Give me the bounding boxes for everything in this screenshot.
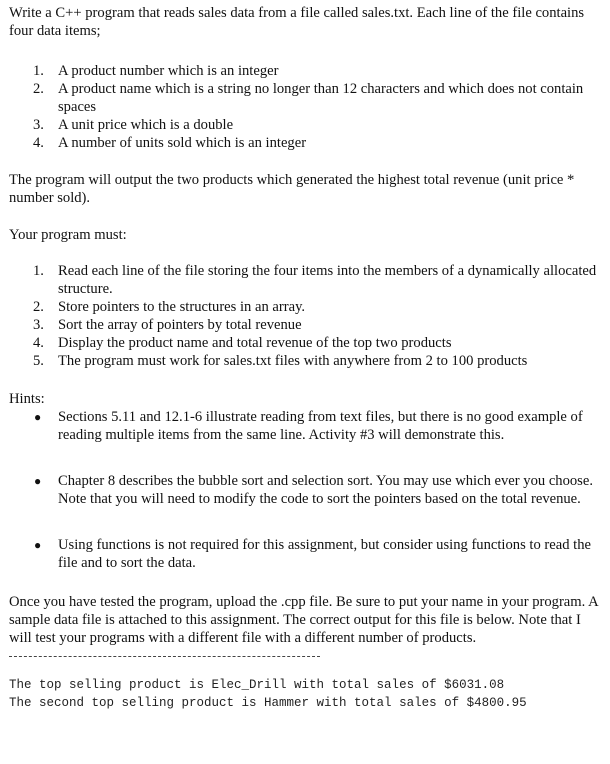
- list-item: [34, 536, 601, 572]
- list-item: [34, 472, 601, 508]
- hint-text: Using functions is not required for this assignment, but consider using functions to read the file and to sort the data.: [58, 537, 591, 571]
- hints-heading: Hints:: [9, 391, 45, 407]
- intro-paragraph: Write a C++ program that reads sales data from a file called sales.txt. Each line of the file contains four data items;: [9, 5, 585, 39]
- closing-paragraph: Once you have tested the program, upload the .cpp file. Be sure to put your name in your program. A sample data file is attached to this assignment. The correct output for this file is below. Note that I will test your programs with a different file with a different number of products.: [9, 594, 598, 646]
- bullet-dot-icon: ●: [34, 474, 42, 488]
- dashed-divider: [9, 656, 320, 657]
- hint-text: Chapter 8 describes the bubble sort and selection sort. You may use which ever you choose. Note that you will need to modify the code to sort the pointers based on the total revenue.: [58, 473, 593, 507]
- list-item: The program must work for sales.txt files with anywhere from 2 to 100 products: [58, 353, 528, 369]
- hint-text: Sections 5.11 and 12.1-6 illustrate reading from text files, but there is no good example of reading multiple items from the same line. Activity #3 will demonstrate this.: [58, 409, 583, 443]
- list-item: A number of units sold which is an integer: [58, 135, 307, 151]
- list-item: Store pointers to the structures in an array.: [58, 299, 306, 315]
- sample-output-line: The second top selling product is Hammer with total sales of $4800.95: [9, 696, 527, 710]
- hints-list: [34, 408, 601, 572]
- sample-output-line: The top selling product is Elec_Drill with total sales of $6031.08: [9, 678, 505, 692]
- list-item: Read each line of the file storing the four items into the members of a dynamically allocated structure.: [58, 263, 597, 297]
- assignment-document: [9, 4, 601, 712]
- list-item: Display the product name and total revenue of the top two products: [58, 335, 452, 351]
- bullet-dot-icon: ●: [34, 538, 42, 552]
- list-item: A product number which is an integer: [58, 63, 279, 79]
- requirements-list: [58, 262, 601, 370]
- list-item: A product name which is a string no longer than 12 characters and which does not contain spaces: [58, 81, 584, 115]
- bullet-dot-icon: ●: [34, 410, 42, 424]
- list-item: Sort the array of pointers by total revenue: [58, 317, 302, 333]
- requirements-heading: Your program must:: [9, 227, 127, 243]
- output-paragraph: The program will output the two products which generated the highest total revenue (unit price * number sold).: [9, 172, 575, 206]
- list-item: A unit price which is a double: [58, 117, 234, 133]
- list-item: [34, 408, 601, 444]
- data-items-list: [58, 62, 601, 152]
